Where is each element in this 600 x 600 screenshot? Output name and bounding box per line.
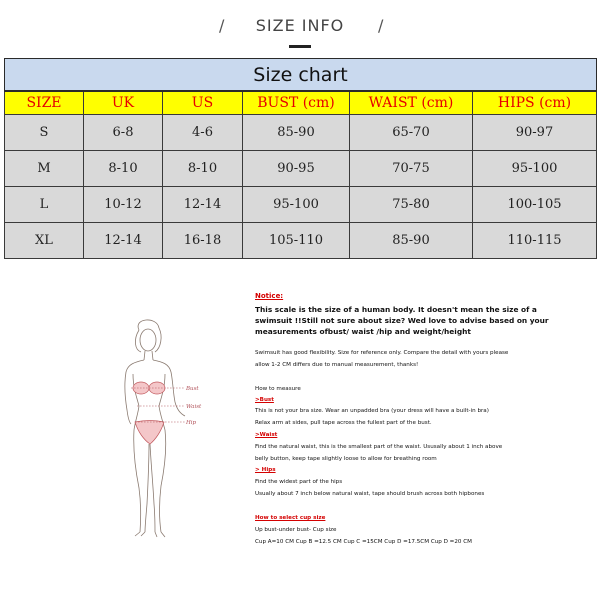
cell-waist: 75-80 (350, 187, 473, 223)
cell-bust: 95-100 (243, 187, 350, 223)
flexibility-text: allow 1-2 CM differs due to manual measurement, thanks! (255, 362, 419, 368)
title-underline (289, 45, 311, 48)
cell-hips: 110-115 (473, 223, 597, 259)
waist-label: Waist (186, 404, 202, 410)
cell-uk: 8-10 (84, 151, 163, 187)
hips-instructions: Find the widest part of the hips (255, 479, 343, 485)
notice-text: This scale is the size of a human body. It doesn't mean the size of a (255, 305, 537, 314)
cell-hips: 95-100 (473, 151, 597, 187)
cell-bust: 105-110 (243, 223, 350, 259)
cell-bust: 90-95 (243, 151, 350, 187)
table-row (5, 151, 597, 187)
bust-label: Bust (186, 386, 199, 392)
header-slash-left: / (219, 16, 225, 35)
hip-label: Hip (186, 420, 197, 426)
column-header-bust: BUST (cm) (243, 91, 350, 115)
section-header (0, 14, 600, 54)
cell-size: S (5, 115, 84, 151)
column-header-uk: UK (84, 91, 163, 115)
cell-us: 16-18 (163, 223, 243, 259)
waist-instructions: Find the natural waist, this is the smallest part of the waist. Ususally about 1 inch above (255, 444, 503, 450)
waist-heading: >Waist (255, 432, 278, 438)
bust-instructions: Relax arm at sides, pull tape across the fullest part of the bust. (255, 420, 432, 426)
cell-waist: 70-75 (350, 151, 473, 187)
cell-hips: 90-97 (473, 115, 597, 151)
column-header-waist: WAIST (cm) (350, 91, 473, 115)
measurement-figure-illustration (95, 318, 215, 540)
cell-waist: 85-90 (350, 223, 473, 259)
notice-text: measurements ofbust/ waist /hip and weight/height (255, 327, 471, 336)
bust-heading: >Bust (255, 397, 274, 403)
column-header-us: US (163, 91, 243, 115)
cell-bust: 85-90 (243, 115, 350, 151)
size-chart-table (4, 58, 597, 259)
cell-uk: 6-8 (84, 115, 163, 151)
flexibility-text: Swimsuit has good flexibility. Size for reference only. Compare the detail with yours please (255, 350, 509, 356)
notice-title: Notice: (255, 292, 284, 300)
cell-hips: 100-105 (473, 187, 597, 223)
hips-heading: > Hips (255, 467, 276, 473)
cup-size-heading: How to select cup size (255, 515, 326, 521)
hips-instructions: Usually about 7 inch below natural waist, tape should brush across both hipbones (255, 491, 485, 497)
cell-size: L (5, 187, 84, 223)
cell-us: 8-10 (163, 151, 243, 187)
cell-uk: 10-12 (84, 187, 163, 223)
waist-instructions: belly button, keep tape slightly loose to allow for breathing room (255, 456, 437, 462)
cell-us: 4-6 (163, 115, 243, 151)
cup-size-table-text: Cup A=10 CM Cup B =12.5 CM Cup C =15CM Cup D =17.5CM Cup D =20 CM (255, 539, 473, 545)
cell-us: 12-14 (163, 187, 243, 223)
notice-text: swimsuit !!Still not sure about size? Wed love to advise based on your (255, 316, 549, 325)
column-header-hips: HIPS (cm) (473, 91, 597, 115)
bust-instructions: This is not your bra size. Wear an unpadded bra (your dress will have a built-in bra) (255, 408, 489, 414)
table-row (5, 187, 597, 223)
cell-waist: 65-70 (350, 115, 473, 151)
section-title: SIZE INFO (255, 16, 345, 35)
header-slash-right: / (378, 16, 384, 35)
table-row (5, 223, 597, 259)
cell-size: XL (5, 223, 84, 259)
figure-swimsuit-bottom (135, 421, 164, 445)
cell-size: M (5, 151, 84, 187)
how-to-measure-heading: How to measure (255, 386, 301, 392)
cup-size-instructions: Up bust-under bust- Cup size (255, 527, 337, 533)
column-header-size: SIZE (5, 91, 84, 115)
size-chart-title: Size chart (5, 59, 597, 92)
table-row (5, 115, 597, 151)
cell-uk: 12-14 (84, 223, 163, 259)
